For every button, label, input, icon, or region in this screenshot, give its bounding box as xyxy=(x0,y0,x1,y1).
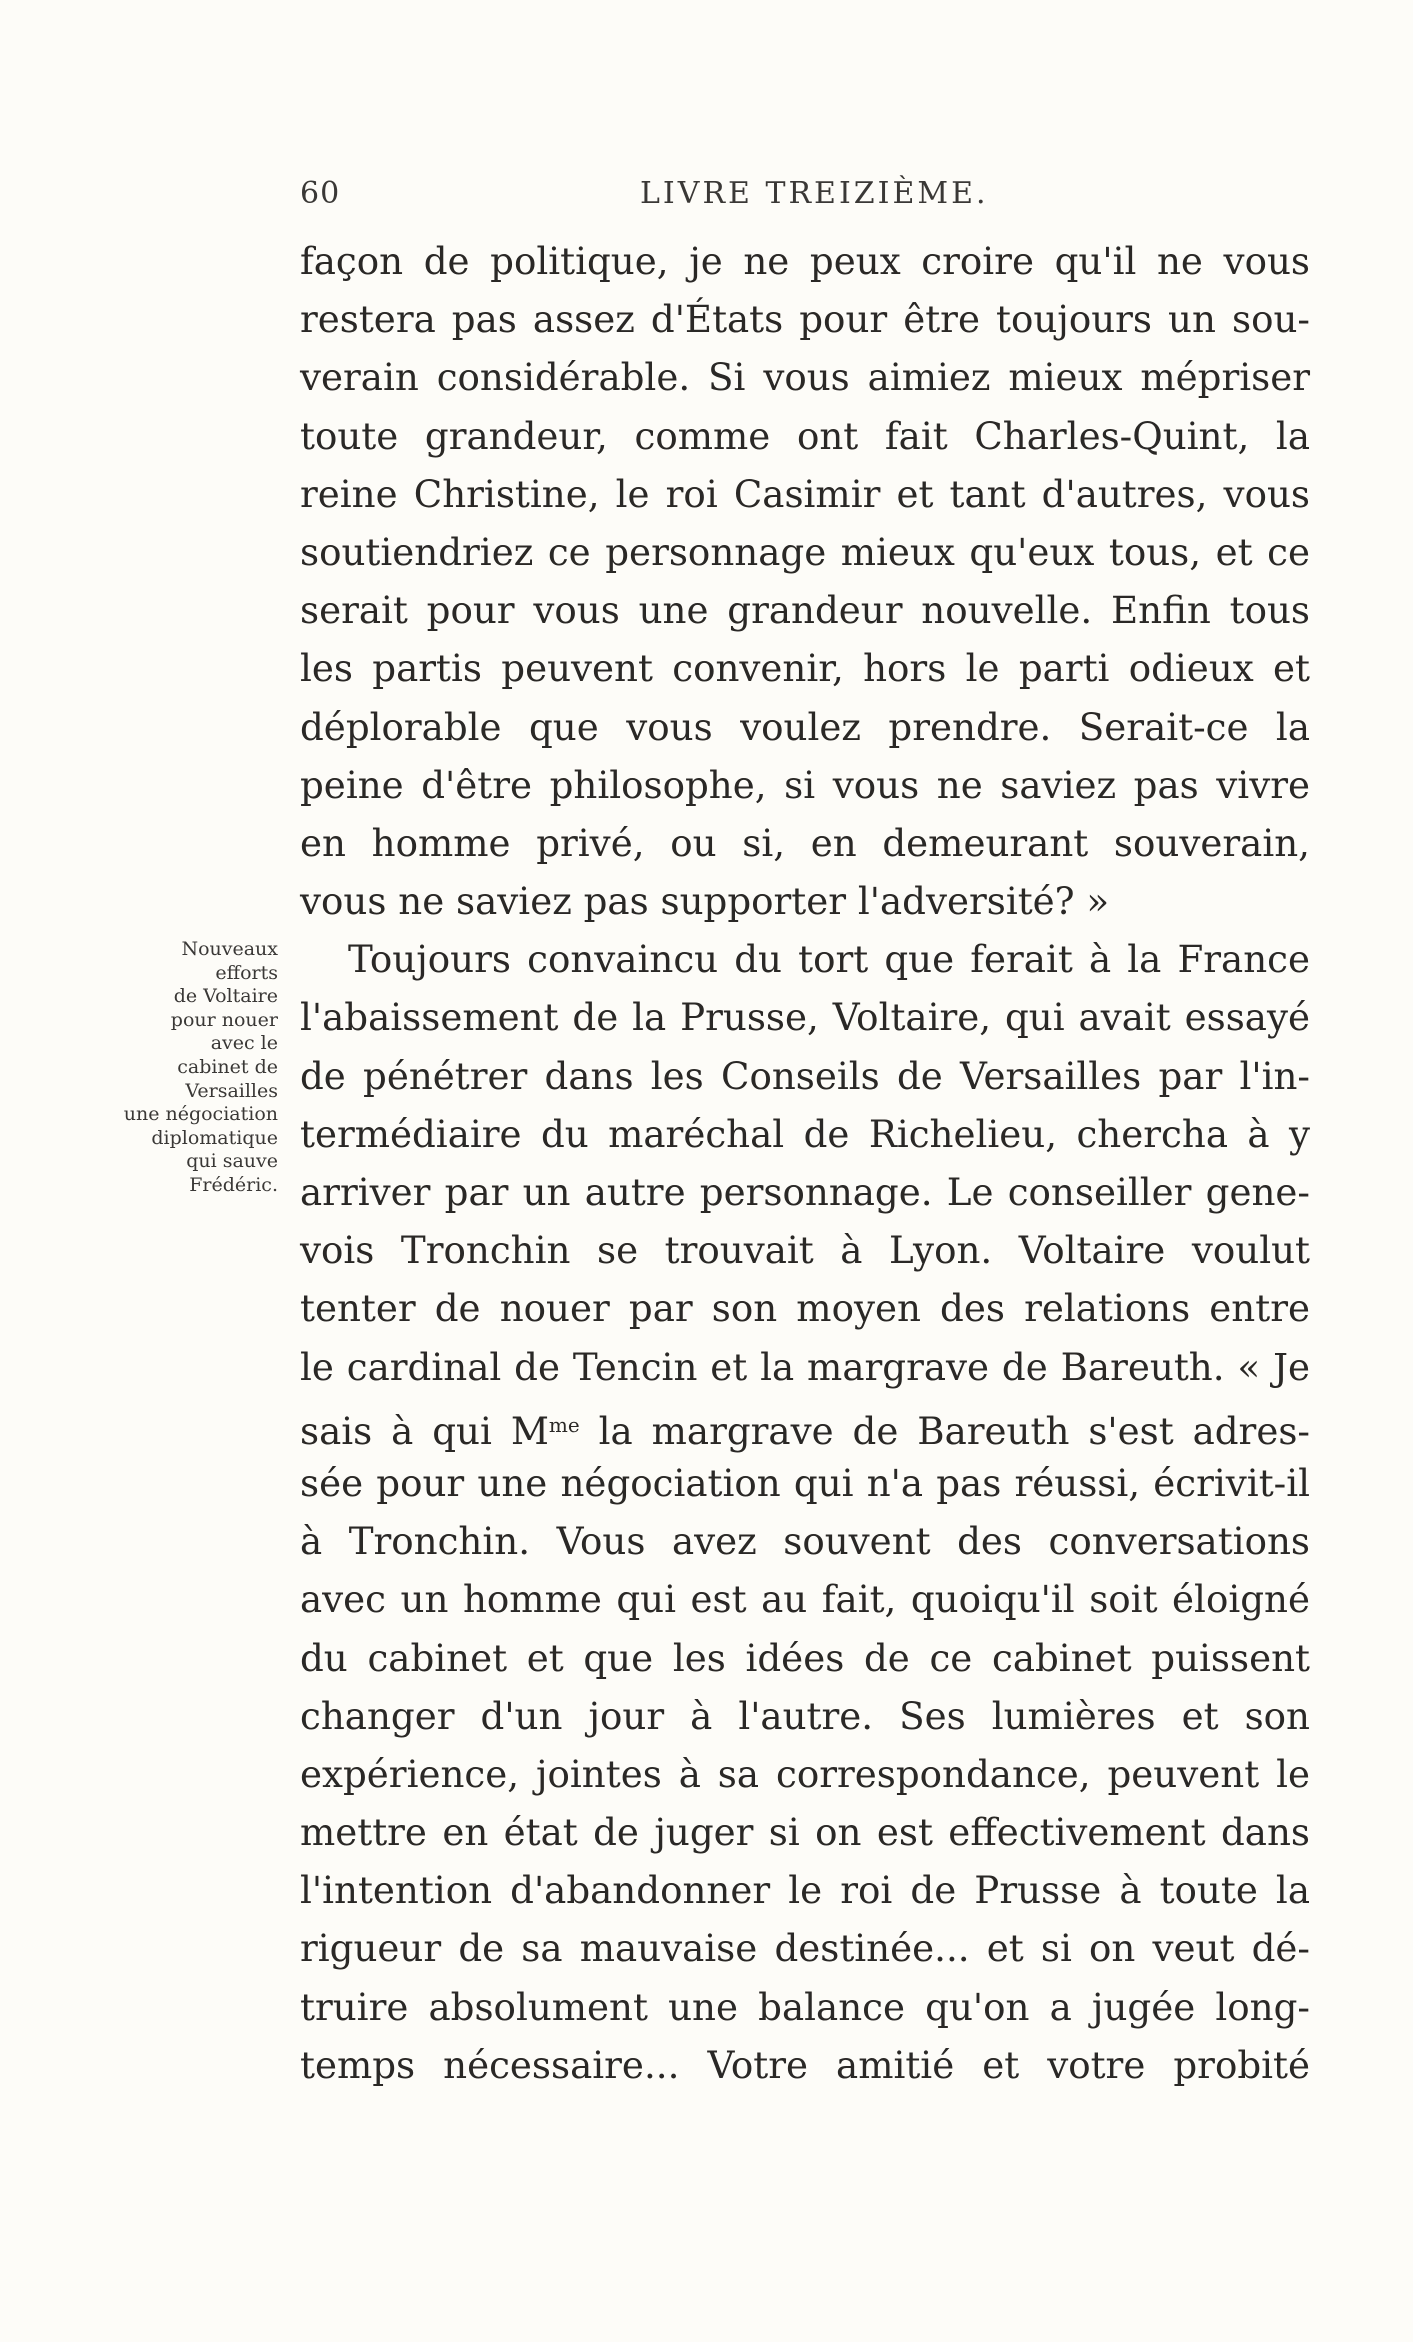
text-line: soutiendriez ce personnage mieux qu'eux tous, et ce xyxy=(300,529,1310,574)
text-line: vois Tronchin se trouvait à Lyon. Voltaire voulut xyxy=(300,1228,1310,1273)
body-text xyxy=(300,232,1310,2094)
text-line xyxy=(300,1396,1310,1454)
marginal-note-line: qui sauve xyxy=(186,1150,278,1173)
running-title: LIVRE TREIZIÈME. xyxy=(640,176,989,211)
text-line: en homme privé, ou si, en demeurant souverain, xyxy=(300,820,1310,865)
marginal-note-line: cabinet de xyxy=(177,1055,278,1078)
text-line: mettre en état de juger si on est effectivement dans xyxy=(300,1810,1310,1855)
page-header xyxy=(300,176,1310,216)
text-line: de pénétrer dans les Conseils de Versailles par l'in- xyxy=(300,1053,1310,1098)
page-number: 60 xyxy=(300,176,341,211)
text-line: expérience, jointes à sa correspondance, peuvent le xyxy=(300,1751,1310,1796)
text-line: peine d'être philosophe, si vous ne saviez pas vivre xyxy=(300,762,1310,807)
marginal-note-line: efforts xyxy=(215,961,278,984)
text-line: déplorable que vous voulez prendre. Serait-ce la xyxy=(300,704,1310,749)
text-line: termédiaire du maréchal de Richelieu, chercha à y xyxy=(300,1111,1310,1156)
text-line: reine Christine, le roi Casimir et tant d'autres, vous xyxy=(300,471,1310,516)
marginal-note xyxy=(108,938,278,1198)
marginal-note-line: une négociation xyxy=(123,1103,278,1126)
text-line: les partis peuvent convenir, hors le parti odieux et xyxy=(300,646,1310,691)
marginal-note-line: diplomatique xyxy=(151,1126,278,1149)
text-fragment: la margrave de Bareuth s'est adres- xyxy=(579,1408,1310,1453)
text-line: le cardinal de Tencin et la margrave de Bareuth. « Je xyxy=(300,1344,1310,1389)
marginal-note-line: de Voltaire xyxy=(173,985,278,1008)
text-line: temps nécessaire... Votre amitié et votre probité xyxy=(300,2042,1310,2087)
text-line: façon de politique, je ne peux croire qu'il ne vous xyxy=(300,239,1310,283)
text-line: toute grandeur, comme ont fait Charles-Quint, la xyxy=(300,413,1310,458)
text-line: rigueur de sa mauvaise destinée... et si on veut dé- xyxy=(300,1926,1310,1971)
text-line: sée pour une négociation qui n'a pas réussi, écrivit-il xyxy=(300,1460,1310,1505)
text-line: truire absolument une balance qu'on a jugée long- xyxy=(300,1984,1310,2029)
text-line: serait pour vous une grandeur nouvelle. Enfin tous xyxy=(300,588,1310,633)
text-fragment: sais à qui M xyxy=(300,1408,549,1453)
text-line: verain considérable. Si vous aimiez mieux mépriser xyxy=(300,355,1310,400)
marginal-note-line: avec le xyxy=(210,1032,278,1055)
text-line: avec un homme qui est au fait, quoiqu'il soit éloigné xyxy=(300,1577,1310,1622)
text-line: l'intention d'abandonner le roi de Prusse à toute la xyxy=(300,1868,1310,1913)
text-line: changer d'un jour à l'autre. Ses lumières et son xyxy=(300,1693,1310,1738)
marginal-note-line: pour nouer xyxy=(170,1008,278,1031)
marginal-note-line: Nouveaux xyxy=(181,938,278,960)
text-line: l'abaissement de la Prusse, Voltaire, qui avait essayé xyxy=(300,995,1310,1040)
text-line: restera pas assez d'États pour être toujours un sou- xyxy=(300,297,1310,342)
marginal-note-line: Versailles xyxy=(185,1079,278,1102)
text-line: vous ne saviez pas supporter l'adversité? » xyxy=(300,879,1110,924)
text-line: à Tronchin. Vous avez souvent des conversations xyxy=(300,1519,1310,1564)
text-line: arriver par un autre personnage. Le conseiller gene- xyxy=(300,1170,1310,1214)
text-line: Toujours convaincu du tort que ferait à la France xyxy=(348,937,1310,982)
text-line: tenter de nouer par son moyen des relations entre xyxy=(300,1286,1310,1331)
superscript: me xyxy=(548,1412,580,1437)
marginal-note-line: Frédéric. xyxy=(189,1173,278,1196)
text-line: du cabinet et que les idées de ce cabinet puissent xyxy=(300,1635,1310,1680)
